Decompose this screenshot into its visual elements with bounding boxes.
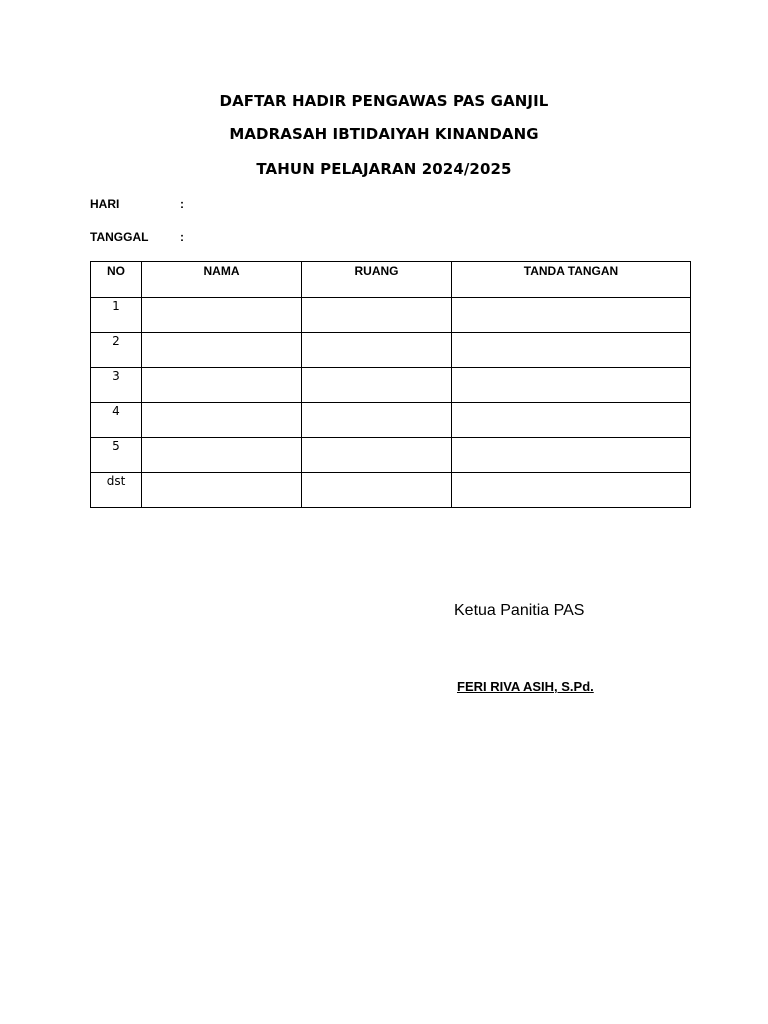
tanda-tangan-cell[interactable] — [452, 333, 691, 368]
academic-year: TAHUN PELAJARAN 2024/2025 — [256, 160, 512, 178]
tanda-tangan-cell[interactable] — [452, 473, 691, 508]
attendance-table — [90, 261, 691, 508]
ruang-cell[interactable] — [302, 473, 452, 508]
header-tanda-tangan: TANDA TANGAN — [452, 262, 691, 298]
table-row — [91, 473, 691, 508]
header-nama: NAMA — [142, 262, 302, 298]
row-number: 2 — [91, 333, 142, 368]
hari-colon: : — [180, 197, 184, 211]
table-row — [91, 368, 691, 403]
school-name: MADRASAH IBTIDAIYAH KINANDANG — [229, 125, 539, 143]
signature-role: Ketua Panitia PAS — [454, 602, 585, 619]
nama-cell[interactable] — [142, 368, 302, 403]
tanda-tangan-cell[interactable] — [452, 368, 691, 403]
tanda-tangan-cell[interactable] — [452, 438, 691, 473]
tanda-tangan-cell[interactable] — [452, 403, 691, 438]
document-title: DAFTAR HADIR PENGAWAS PAS GANJIL — [219, 92, 549, 110]
ruang-cell[interactable] — [302, 333, 452, 368]
nama-cell[interactable] — [142, 333, 302, 368]
hari-label: HARI — [90, 197, 120, 211]
header-no: NO — [91, 262, 142, 298]
ruang-cell[interactable] — [302, 438, 452, 473]
table-row — [91, 333, 691, 368]
row-number: 5 — [91, 438, 142, 473]
header-ruang: RUANG — [302, 262, 452, 298]
tanggal-colon: : — [180, 230, 184, 244]
nama-cell[interactable] — [142, 473, 302, 508]
tanggal-label: TANGGAL — [90, 230, 149, 244]
tanda-tangan-cell[interactable] — [452, 298, 691, 333]
ruang-cell[interactable] — [302, 298, 452, 333]
nama-cell[interactable] — [142, 403, 302, 438]
table-row — [91, 298, 691, 333]
signature-name: FERI RIVA ASIH, S.Pd. — [457, 679, 594, 694]
row-number: dst — [91, 473, 142, 508]
table-header-row — [91, 262, 691, 298]
row-number: 1 — [91, 298, 142, 333]
ruang-cell[interactable] — [302, 403, 452, 438]
ruang-cell[interactable] — [302, 368, 452, 403]
table-row — [91, 403, 691, 438]
nama-cell[interactable] — [142, 438, 302, 473]
row-number: 4 — [91, 403, 142, 438]
row-number: 3 — [91, 368, 142, 403]
nama-cell[interactable] — [142, 298, 302, 333]
table-row — [91, 438, 691, 473]
